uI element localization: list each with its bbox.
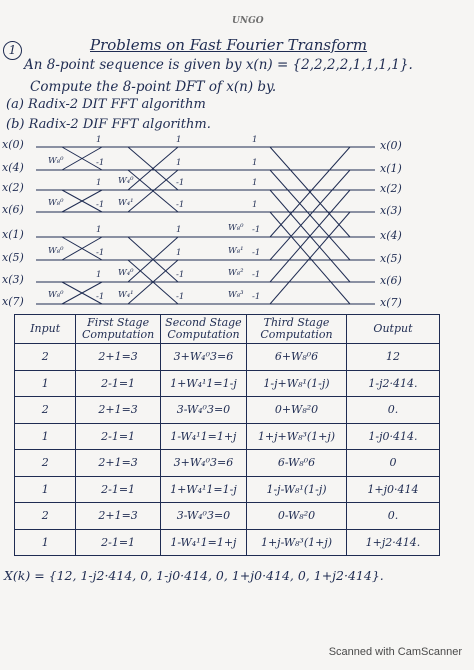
cell-input: 2 [15,503,76,530]
twiddle-stage3: W₈³ [228,290,244,300]
cell-input: 2 [15,397,76,424]
minus-one-label: -1 [96,292,105,302]
cell-second-stage: 3-W₄⁰3=0 [160,397,246,424]
minus-one-label: -1 [176,292,185,302]
problem-part-a: (a) Radix-2 DIT FFT algorithm [6,97,206,112]
cell-output: 0. [346,503,439,530]
twiddle-stage2: W₄⁰ [118,176,134,186]
cell-input: 1 [15,370,76,397]
cell-input: 2 [15,344,76,371]
butterfly-flow-graph [0,0,474,310]
problem-part-b: (b) Radix-2 DIF FFT algorithm. [6,117,211,132]
final-result: X(k) = {12, 1-j2·414, 0, 1-j0·414, 0, 1+j0·414, 0, 1+j2·414}. [4,568,384,583]
input-label: x(4) [2,161,24,174]
output-label: x(1) [380,162,402,175]
cell-second-stage: 1-W₄¹1=1+j [160,529,246,556]
cell-output: 1+j2·414. [346,529,439,556]
cell-third-stage: 6+W₈⁰6 [247,344,347,371]
output-label: x(5) [380,252,402,265]
table-row [15,397,440,424]
one-label: 1 [252,200,258,210]
twiddle-stage3: W₈² [228,268,244,278]
input-label: x(0) [2,138,24,151]
twiddle-stage2: W₄⁰ [118,268,134,278]
input-label: x(3) [2,273,24,286]
cell-second-stage: 1+W₄¹1=1-j [160,370,246,397]
problem-statement-line1: An 8-point sequence is given by x(n) = {2,2,2,2,1,1,1,1}. [24,57,413,73]
cell-output: 12 [346,344,439,371]
table-row [15,370,440,397]
one-label: 1 [176,158,182,168]
cell-second-stage: 3+W₄⁰3=6 [160,344,246,371]
minus-one-label: -1 [252,248,261,258]
cell-third-stage: 1+j-W₈³(1+j) [247,529,347,556]
twiddle-stage1: W₈⁰ [48,198,64,208]
cell-first-stage: 2-1=1 [76,423,160,450]
header-third-stage: Third Stage Computation [247,315,347,344]
cell-first-stage: 2+1=3 [76,503,160,530]
table-row [15,423,440,450]
table-row [15,344,440,371]
twiddle-stage1: W₈⁰ [48,156,64,166]
cell-first-stage: 2-1=1 [76,529,160,556]
computation-table [14,314,440,556]
cell-input: 1 [15,529,76,556]
one-label: 1 [252,158,258,168]
cell-second-stage: 3+W₄⁰3=6 [160,450,246,477]
input-label: x(2) [2,181,24,194]
twiddle-stage3: W₈⁰ [228,223,244,233]
twiddle-stage1: W₈⁰ [48,246,64,256]
twiddle-stage2: W₄¹ [118,290,134,300]
input-label: x(7) [2,295,24,308]
problem-statement-line2: Compute the 8-point DFT of x(n) by. [30,79,277,95]
header-output: Output [346,315,439,344]
output-label: x(7) [380,296,402,309]
minus-one-label: -1 [96,200,105,210]
output-label: x(0) [380,139,402,152]
input-label: x(6) [2,203,24,216]
one-label: 1 [96,225,102,235]
cell-second-stage: 1+W₄¹1=1-j [160,476,246,503]
cell-second-stage: 1-W₄¹1=1+j [160,423,246,450]
output-label: x(3) [380,204,402,217]
header-first-stage: First Stage Computation [76,315,160,344]
twiddle-stage2: W₄¹ [118,198,134,208]
one-label: 1 [252,135,258,145]
scanner-watermark: Scanned with CamScanner [328,646,462,658]
one-label: 1 [96,135,102,145]
cell-second-stage: 3-W₄⁰3=0 [160,503,246,530]
input-label: x(5) [2,251,24,264]
table-row [15,450,440,477]
table-row [15,529,440,556]
minus-one-label: -1 [96,158,105,168]
cell-output: 0. [346,397,439,424]
output-label: x(4) [380,229,402,242]
cell-third-stage: 6-W₈⁰6 [247,450,347,477]
output-label: x(2) [380,182,402,195]
minus-one-label: -1 [252,225,261,235]
one-label: 1 [176,135,182,145]
cell-input: 1 [15,423,76,450]
cell-third-stage: 0-W₈²0 [247,503,347,530]
twiddle-stage3: W₈¹ [228,246,244,256]
cell-first-stage: 2-1=1 [76,476,160,503]
minus-one-label: -1 [176,270,185,280]
minus-one-label: -1 [96,248,105,258]
cell-output: 1+j0·414 [346,476,439,503]
header-fragment: UNGO [232,16,264,26]
twiddle-stage1: W₈⁰ [48,290,64,300]
minus-one-label: -1 [252,270,261,280]
cell-output: 1-j2·414. [346,370,439,397]
input-label: x(1) [2,228,24,241]
output-label: x(6) [380,274,402,287]
cell-input: 2 [15,450,76,477]
table-row [15,476,440,503]
one-label: 1 [96,270,102,280]
page-title: Problems on Fast Fourier Transform [90,36,368,54]
cell-output: 0 [346,450,439,477]
minus-one-label: -1 [176,200,185,210]
table-row [15,503,440,530]
one-label: 1 [176,225,182,235]
header-second-stage: Second Stage Computation [160,315,246,344]
minus-one-label: -1 [252,292,261,302]
cell-third-stage: 1-j-W₈¹(1-j) [247,476,347,503]
cell-first-stage: 2+1=3 [76,450,160,477]
cell-first-stage: 2-1=1 [76,370,160,397]
minus-one-label: -1 [176,178,185,188]
one-label: 1 [96,178,102,188]
cell-output: 1-j0·414. [346,423,439,450]
one-label: 1 [252,178,258,188]
cell-first-stage: 2+1=3 [76,344,160,371]
cell-input: 1 [15,476,76,503]
cell-first-stage: 2+1=3 [76,397,160,424]
cell-third-stage: 1+j+W₈³(1+j) [247,423,347,450]
header-input: Input [15,315,76,344]
cell-third-stage: 0+W₈²0 [247,397,347,424]
problem-number: 1 [3,41,22,60]
one-label: 1 [176,248,182,258]
cell-third-stage: 1-j+W₈¹(1-j) [247,370,347,397]
